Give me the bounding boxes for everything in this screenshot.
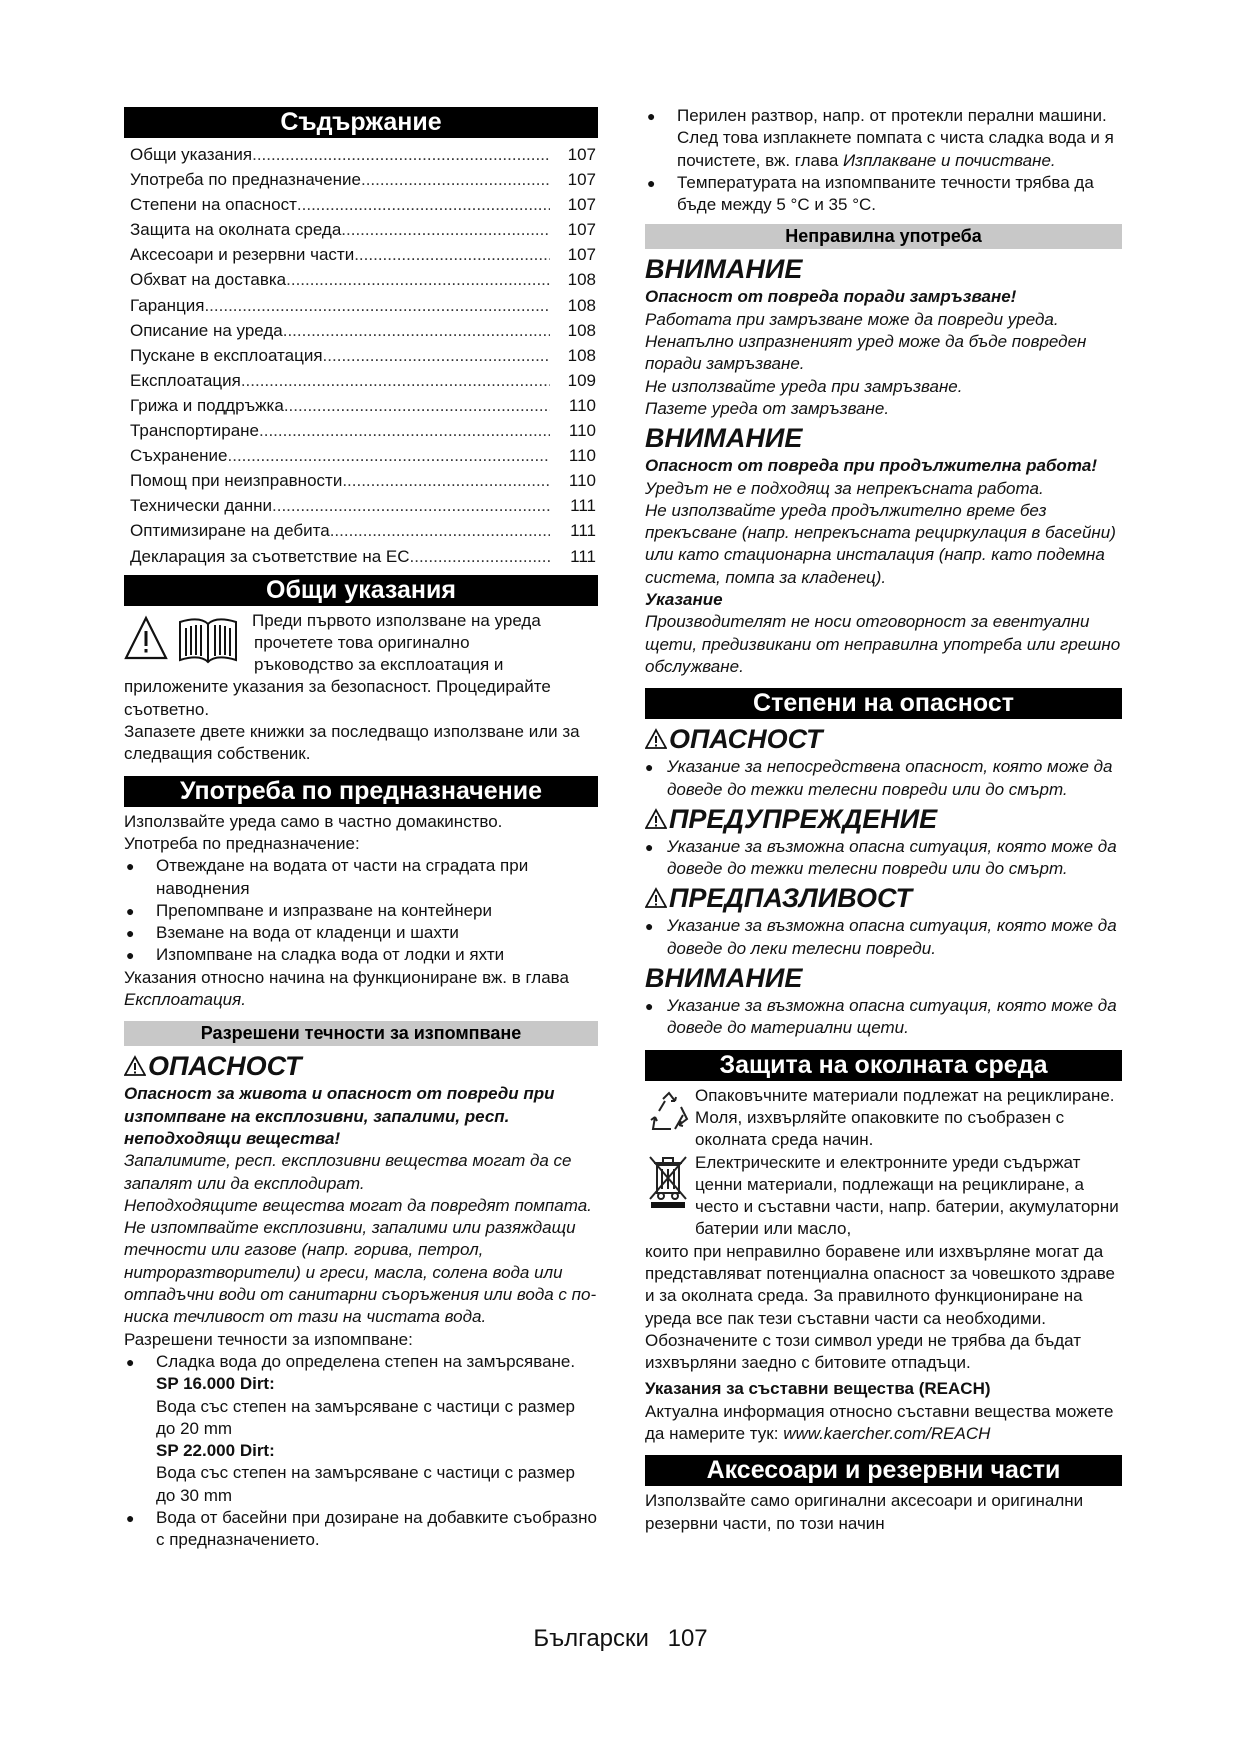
environment-p2: Електрическите и електронните уреди съдържат ценни материали, подлежащи на рециклиране, а често и съставни части, напр. батерии, акумулаторни батерии или масло, bbox=[695, 1152, 1119, 1239]
toc-entry-page: 108 bbox=[567, 295, 596, 315]
toc-entry[interactable] bbox=[130, 443, 596, 468]
list-item: ● Изпомпване на сладка вода от лодки и яхти bbox=[124, 944, 598, 966]
toc-entry-page: 107 bbox=[567, 170, 596, 190]
toc-entry[interactable] bbox=[130, 242, 596, 267]
danger-p2: Неподходящите вещества могат да повредят помпата. bbox=[124, 1195, 592, 1215]
environment-block bbox=[645, 1085, 1122, 1375]
hazard-danger-text: ● Указание за непосредствена опасност, която може да доведе до тежки телесни повреди или до смърт. bbox=[645, 756, 1122, 801]
list-item: ● Сладка вода до определена степен на замърсяване. bbox=[124, 1351, 598, 1373]
caution-label-2: ВНИМАНИЕ bbox=[645, 423, 803, 454]
toc-entry-page: 110 bbox=[568, 471, 596, 491]
liquids-heading: Разрешени течности за изпомпване bbox=[124, 1021, 598, 1046]
toc-entry-title: Степени на опасност bbox=[130, 195, 297, 215]
list-item: ● Перилен разтвор, напр. от протекли перални машини. След това изплакнете помпата с чиста сладка вода и я почистете, вж. глава Изплакване и почистване. bbox=[645, 105, 1122, 172]
recycling-icon bbox=[645, 1089, 693, 1137]
reach-title: Указания за съставни вещества (REACH) bbox=[645, 1379, 991, 1399]
allowed-liquids: Разрешени течности за изпомпване: bbox=[124, 1329, 413, 1349]
toc-leader-dots bbox=[341, 217, 550, 242]
hazard-warning-label: ПРЕДУПРЕЖДЕНИЕ bbox=[645, 803, 1122, 836]
toc-entry-title: Декларация за съответствие на ЕС bbox=[130, 546, 410, 566]
toc-entry-page: 107 bbox=[567, 220, 596, 240]
environment-heading: Защита на околната среда bbox=[645, 1050, 1122, 1081]
toc-leader-dots bbox=[228, 443, 551, 468]
list-item: ● Вода от басейни при дозиране на добавките съобразно с предназначението. bbox=[124, 1507, 598, 1552]
accessories-text: Използвайте само оригинални аксесоари и оригинални резервни части, по този начин bbox=[645, 1491, 1084, 1533]
toc-entry-page: 107 bbox=[567, 195, 596, 215]
note-label: Указание bbox=[645, 590, 723, 610]
toc-entry-title: Оптимизиране на дебита bbox=[130, 521, 330, 541]
danger-title: Опасност за живота и опасност от повреди при изпомпване на експлозивни, запалими, респ. неподходящи вещества! bbox=[124, 1084, 555, 1148]
toc-entry-page: 110 bbox=[568, 421, 596, 441]
general-heading: Общи указания bbox=[124, 575, 598, 606]
toc-entry[interactable] bbox=[130, 192, 596, 217]
model-2: SP 22.000 Dirt: bbox=[156, 1441, 275, 1461]
toc-leader-dots bbox=[361, 167, 550, 192]
toc-leader-dots bbox=[241, 368, 550, 393]
keep-text: Запазете двете книжки за последващо използване или за следващия собственик. bbox=[124, 722, 580, 764]
toc-leader-dots bbox=[284, 393, 550, 418]
toc-leader-dots bbox=[204, 293, 550, 318]
toc-entry-title: Съхранение bbox=[130, 446, 228, 466]
toc-entry-title: Общи указания bbox=[130, 145, 253, 164]
toc-entry-title: Аксесоари и резервни части bbox=[130, 245, 355, 265]
intended-use-p1: Използвайте уреда само в частно домакинство. bbox=[124, 811, 503, 831]
toc-entry-page: 111 bbox=[570, 496, 596, 516]
general-intro bbox=[124, 610, 598, 766]
improper-use-heading: Неправилна употреба bbox=[645, 224, 1122, 249]
toc-entry[interactable] bbox=[130, 267, 596, 292]
model-1: SP 16.000 Dirt: bbox=[156, 1374, 275, 1394]
caution-2-title: Опасност от повреда при продължителна работа! bbox=[645, 456, 1098, 476]
caution-2-p2: Не използвайте уреда продължително време без прекъсване (напр. непрекъсната рециркулация в басейни) или като стационарна инсталация (напр. като подемна система, помпа за кладенец). bbox=[645, 500, 1116, 587]
intro-line-1: Преди първото използване на уреда bbox=[252, 610, 541, 630]
warning-triangle-icon bbox=[645, 887, 667, 909]
toc-entry-page: 107 bbox=[567, 145, 596, 164]
model-2-text: Вода със степен на замърсяване с частици с размер до 30 mm bbox=[156, 1463, 575, 1505]
danger-p1: Запалимите, респ. експлозивни вещества могат да се запалят или да експлодират. bbox=[124, 1151, 572, 1193]
toc-entry-title: Помощ при неизправности bbox=[130, 471, 343, 491]
toc-leader-dots bbox=[286, 267, 550, 292]
list-item: ● Отвеждане на водата от части на сградата при наводнения bbox=[124, 855, 598, 900]
toc-entry-page: 108 bbox=[567, 320, 596, 340]
note-text: Производителят не носи отговорност за евентуални щети, предизвикани от неправилна употреба или грешно обслужване. bbox=[645, 612, 1121, 676]
caution-1-p1: Работата при замръзване може да повреди уреда. bbox=[645, 309, 1059, 329]
toc-entry[interactable] bbox=[130, 468, 596, 493]
toc-entry-page: 109 bbox=[567, 370, 596, 390]
toc-leader-dots bbox=[330, 518, 550, 543]
warning-triangle-icon bbox=[645, 728, 667, 750]
toc-entry[interactable] bbox=[130, 518, 596, 543]
toc-entry[interactable] bbox=[130, 393, 596, 418]
toc-leader-dots bbox=[283, 318, 550, 343]
toc-entry-page: 108 bbox=[567, 345, 596, 365]
intro-line-2: прочетете това оригинално bbox=[254, 632, 470, 652]
reach-link[interactable]: www.kaercher.com/REACH bbox=[783, 1424, 991, 1444]
toc-entry[interactable] bbox=[130, 343, 596, 368]
note-reference: Експлоатация. bbox=[124, 990, 246, 1010]
page-footer bbox=[0, 1625, 1241, 1652]
list-item: ● Температурата на изпомпваните течности трябва да бъде между 5 °C и 35 °C. bbox=[645, 172, 1122, 217]
footer-language: Български bbox=[533, 1625, 649, 1652]
toc-entry-title: Гаранция bbox=[130, 295, 205, 315]
caution-1-p3: Не използвайте уреда при замръзване. bbox=[645, 376, 963, 396]
toc-entry-title: Описание на уреда bbox=[130, 320, 283, 340]
hazard-attention-text: ● Указание за възможна опасна ситуация, която може да доведе до материални щети. bbox=[645, 995, 1122, 1040]
toc-entry-page: 111 bbox=[570, 521, 596, 541]
list-item: ● Препомпване и изпразване на контейнери bbox=[124, 900, 598, 922]
intended-use-p2: Употреба по предназначение: bbox=[124, 833, 360, 853]
toc-entry[interactable] bbox=[130, 493, 596, 518]
toc-entry-title: Пускане в експлоатация bbox=[130, 345, 323, 365]
toc-leader-dots bbox=[342, 468, 550, 493]
toc-entry[interactable] bbox=[130, 418, 596, 443]
hazard-caution-label: ПРЕДПАЗЛИВОСТ bbox=[645, 882, 1122, 915]
environment-p2-rest: които при неправилно боравене или изхвърляне могат да представляват потенциална опасност за човешкото здраве и за околната среда. За правилното функциониране на уреда все пак тези съставни части са необходими. Обозначените с този символ уреди не трябва да бъдат изхвърляни заедно с битовите отпадъци. bbox=[645, 1241, 1116, 1373]
toc-entry-title: Обхват на доставка bbox=[130, 270, 287, 290]
intended-use-note bbox=[124, 967, 598, 1012]
hazard-warning-text: ● Указание за възможна опасна ситуация, която може да доведе до тежки телесни повреди или до смърт. bbox=[645, 836, 1122, 881]
intro-line-3: ръководство за експлоатация и bbox=[254, 655, 504, 675]
right-column bbox=[645, 105, 1122, 1535]
reach-text: Актуална информация относно съставни вещества можете да намерите тук: www.kaercher.com/REACH bbox=[645, 1401, 1114, 1444]
toc-entry-title: Грижа и поддръжка bbox=[130, 395, 284, 415]
caution-1-p4: Пазете уреда от замръзване. bbox=[645, 398, 890, 418]
toc-entry[interactable] bbox=[130, 217, 596, 242]
danger-p3: Не изпомпвайте експлозивни, запалими или разяждащи течности или газове (напр. горива, петрол, нитроразтворители) и греси, масла, солена вода или отпадъчни води от санитарни съоръжения или вода с по-ниска течливост от тази на чистата вода. bbox=[124, 1218, 597, 1327]
accessories-heading: Аксесоари и резервни части bbox=[645, 1455, 1122, 1486]
toc-heading: Съдържание bbox=[124, 107, 598, 138]
toc-entry-title: Експлоатация bbox=[130, 370, 241, 390]
toc-entry[interactable] bbox=[130, 167, 596, 192]
warning-triangle-icon bbox=[645, 808, 667, 830]
hazard-caution-text: ● Указание за възможна опасна ситуация, която може да доведе до леки телесни повреди. bbox=[645, 915, 1122, 960]
page-number: 107 bbox=[667, 1625, 708, 1652]
toc-leader-dots bbox=[272, 493, 550, 518]
toc-entry[interactable] bbox=[130, 544, 596, 569]
left-column bbox=[124, 107, 598, 1552]
hazard-heading: Степени на опасност bbox=[645, 688, 1122, 719]
note-prefix: Указания относно начина на функциониране вж. в глава bbox=[124, 967, 569, 987]
toc-entry[interactable] bbox=[130, 368, 596, 393]
toc-leader-dots bbox=[354, 242, 550, 267]
toc-entry[interactable] bbox=[130, 318, 596, 343]
caution-1-title: Опасност от повреда поради замръзване! bbox=[645, 287, 1017, 307]
toc-entry-page: 110 bbox=[568, 446, 596, 466]
toc-leader-dots bbox=[323, 343, 550, 368]
toc-list bbox=[130, 142, 596, 569]
toc-leader-dots bbox=[410, 544, 550, 569]
model-1-text: Вода със степен на замърсяване с частици с размер до 20 mm bbox=[156, 1396, 575, 1438]
toc-entry-page: 110 bbox=[568, 395, 596, 415]
caution-2-p1: Уредът не е подходящ за непрекъсната работа. bbox=[645, 478, 1044, 498]
toc-entry-title: Технически данни bbox=[130, 496, 273, 516]
toc-entry-title: Транспортиране bbox=[130, 421, 260, 441]
caution-label-1: ВНИМАНИЕ bbox=[645, 254, 803, 285]
intended-use-heading: Употреба по предназначение bbox=[124, 776, 598, 807]
crossed-bin-icon bbox=[645, 1153, 693, 1209]
toc-leader-dots bbox=[259, 418, 550, 443]
toc-leader-dots bbox=[252, 142, 550, 167]
warning-manual-icon bbox=[124, 614, 252, 664]
hazard-attention-label: ВНИМАНИЕ bbox=[645, 963, 803, 994]
intro-rest: приложените указания за безопасност. Процедирайте съответно. bbox=[124, 677, 551, 719]
toc-entry-title: Употреба по предназначение bbox=[130, 170, 361, 190]
toc-entry-page: 107 bbox=[567, 245, 596, 265]
cleaning-reference: Изплакване и почистване. bbox=[843, 150, 1056, 170]
hazard-danger-label: ОПАСНОСТ bbox=[645, 723, 1122, 756]
toc-entry[interactable] bbox=[130, 293, 596, 318]
toc-entry-title: Защита на околната среда bbox=[130, 220, 342, 240]
environment-p1: Опаковъчните материали подлежат на рециклиране. Моля, изхвърляйте опаковките по съобразен с околната среда начин. bbox=[695, 1085, 1115, 1150]
toc-entry-page: 108 bbox=[567, 270, 596, 290]
list-item: ● Вземане на вода от кладенци и шахти bbox=[124, 922, 598, 944]
caution-1-p2: Ненапълно изпразненият уред може да бъде повреден поради замръзване. bbox=[645, 332, 1087, 374]
toc-leader-dots bbox=[297, 192, 550, 217]
toc-entry[interactable] bbox=[130, 142, 596, 167]
toc-entry-page: 111 bbox=[570, 546, 596, 566]
warning-triangle-icon bbox=[124, 1055, 146, 1077]
danger-label: ОПАСНОСТ bbox=[124, 1050, 598, 1083]
